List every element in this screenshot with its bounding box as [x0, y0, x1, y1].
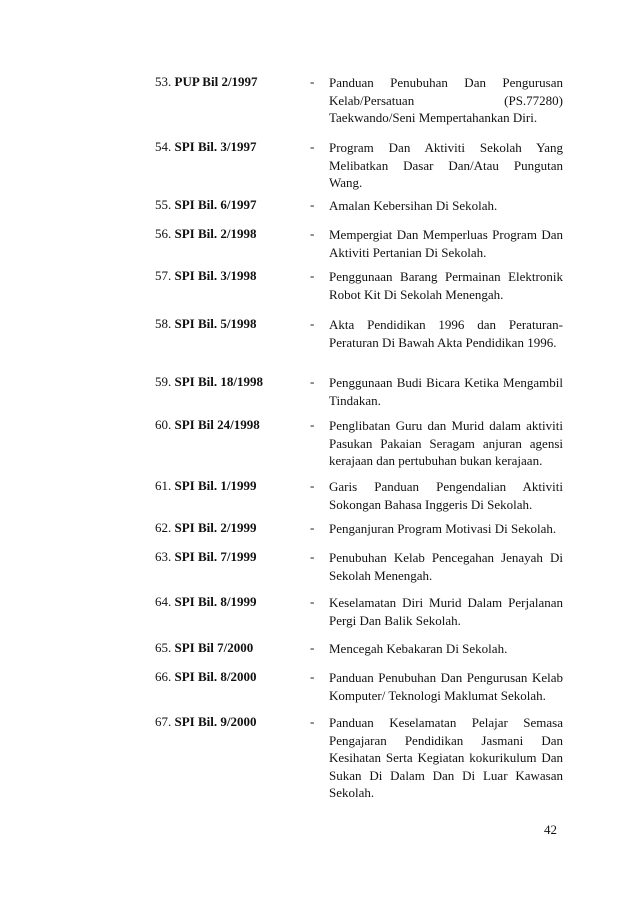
item-dash: - [310, 139, 315, 154]
item-dash: - [310, 374, 315, 389]
item-description: Panduan Penubuhan Dan Pengurusan Kelab Komputer/ Teknologi Maklumat Sekolah. [329, 670, 563, 703]
item-number: 57. SPI Bil. 3/1998 [155, 268, 257, 283]
item-number: 54. SPI Bil. 3/1997 [155, 139, 257, 154]
item-description: Mencegah Kebakaran Di Sekolah. [329, 641, 508, 656]
item-number: 64. SPI Bil. 8/1999 [155, 594, 257, 609]
item-description: Penglibatan Guru dan Murid dalam aktiviti Pasukan Pakaian Seragam anjuran agensi kerajaan dan pertubuhan bukan kerajaan. [329, 418, 563, 468]
item-dash: - [310, 640, 315, 655]
item-description: Panduan Keselamatan Pelajar Semasa Pengajaran Pendidikan Jasmani Dan Kesihatan Serta Kegiatan kokurikulum Dan Sukan Di Dalam Dan Di Luar Kawasan Sekolah. [329, 715, 563, 800]
item-description: Keselamatan Diri Murid Dalam Perjalanan Pergi Dan Balik Sekolah. [329, 595, 563, 628]
item-dash: - [310, 74, 315, 89]
item-description: Akta Pendidikan 1996 dan Peraturan-Peraturan Di Bawah Akta Pendidikan 1996. [329, 317, 563, 350]
item-description: Program Dan Aktiviti Sekolah Yang Melibatkan Dasar Dan/Atau Pungutan Wang. [329, 140, 563, 190]
item-description: Penggunaan Barang Permainan Elektronik Robot Kit Di Sekolah Menengah. [329, 269, 563, 302]
item-description: Garis Panduan Pengendalian Aktiviti Sokongan Bahasa Inggeris Di Sekolah. [329, 479, 563, 512]
item-number: 60. SPI Bil 24/1998 [155, 417, 260, 432]
item-dash: - [310, 549, 315, 564]
item-number: 63. SPI Bil. 7/1999 [155, 549, 257, 564]
item-description: Amalan Kebersihan Di Sekolah. [329, 198, 498, 213]
item-number: 53. PUP Bil 2/1997 [155, 74, 258, 89]
item-number: 56. SPI Bil. 2/1998 [155, 226, 257, 241]
item-dash: - [310, 478, 315, 493]
item-number: 66. SPI Bil. 8/2000 [155, 669, 257, 684]
item-dash: - [310, 520, 315, 535]
item-dash: - [310, 197, 315, 212]
item-description: Panduan Penubuhan Dan Pengurusan Kelab/Persatuan (PS.77280) Taekwando/Seni Mempertahankan Diri. [329, 75, 563, 125]
item-number: 59. SPI Bil. 18/1998 [155, 374, 263, 389]
item-number: 65. SPI Bil 7/2000 [155, 640, 254, 655]
page-number: 42 [544, 822, 557, 837]
item-number: 62. SPI Bil. 2/1999 [155, 520, 257, 535]
item-number: 58. SPI Bil. 5/1998 [155, 316, 257, 331]
item-description: Penubuhan Kelab Pencegahan Jenayah Di Sekolah Menengah. [329, 550, 563, 583]
item-number: 67. SPI Bil. 9/2000 [155, 714, 257, 729]
item-number: 61. SPI Bil. 1/1999 [155, 478, 257, 493]
item-dash: - [310, 714, 315, 729]
item-dash: - [310, 226, 315, 241]
item-description: Penganjuran Program Motivasi Di Sekolah. [329, 521, 557, 536]
item-description: Penggunaan Budi Bicara Ketika Mengambil Tindakan. [329, 375, 563, 408]
item-dash: - [310, 268, 315, 283]
item-dash: - [310, 594, 315, 609]
item-description: Mempergiat Dan Memperluas Program Dan Aktiviti Pertanian Di Sekolah. [329, 227, 563, 260]
item-dash: - [310, 669, 315, 684]
item-number: 55. SPI Bil. 6/1997 [155, 197, 257, 212]
item-dash: - [310, 417, 315, 432]
item-dash: - [310, 316, 315, 331]
